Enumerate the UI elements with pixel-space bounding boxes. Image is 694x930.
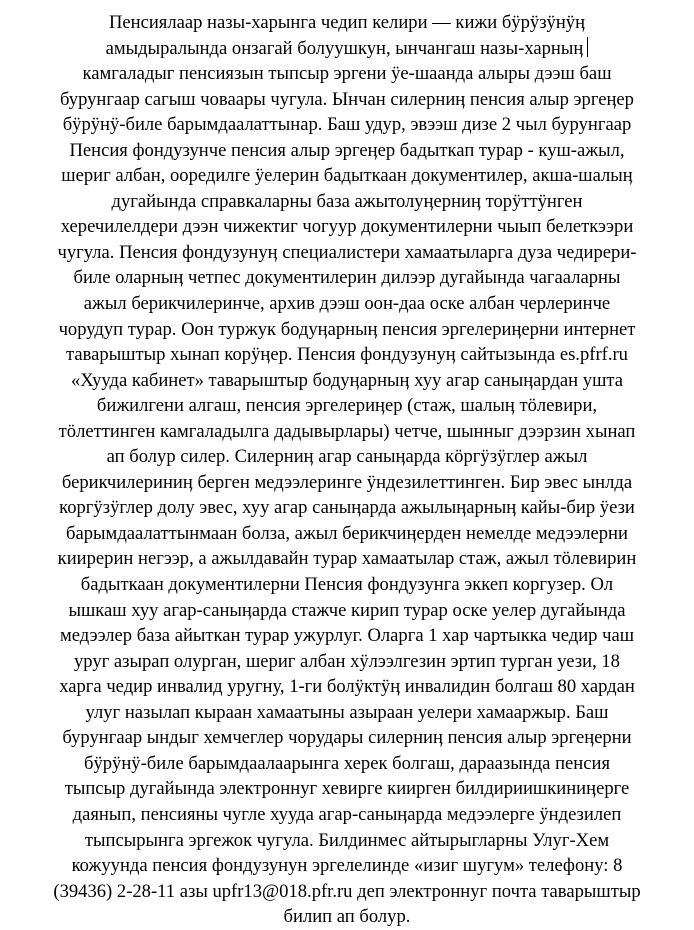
text-line: бурунгаар сагыш човаары чугула. Ынчан силерниӊ пенсия алыр эргеӊер xyxy=(60,88,634,110)
text-line: бадыткаан документилерни Пенсия фондузунга эккеп коргузер. Ол xyxy=(80,574,614,596)
text-line: чорудуп турар. Оон туржук бодуӊарныӊ пенсия эргелериӊерни интернет xyxy=(58,318,636,340)
text-line: бижилгени алгаш, пенсия эргелериӊер (стаж, шалыӊ тӧлевири, xyxy=(96,395,598,417)
text-line: шериг албан, ооредилге ӱелерин бадыткаан документилер, акша-шалыӊ xyxy=(61,165,633,187)
text-line: улуг назылап кыраан хамаатыны азыраан уелери хамааржыр. Баш xyxy=(85,701,609,723)
text-line: харга чедир инвалид уругну, 1-ги болӱктӱӊ инвалидин болгаш 80 хардан xyxy=(59,676,635,698)
text-line xyxy=(10,36,684,62)
text-cursor xyxy=(587,37,588,57)
text-line: камгаладыг пенсиязын тыпсыр эргени ӱе-шаанда алыры дээш баш xyxy=(82,63,612,85)
text-line: бӱрӱнӱ-биле барымдаалаттынар. Баш удур, эвээш дизе 2 чыл бурунгаар xyxy=(62,114,632,136)
text-line: биле оларныӊ четпес документилерин дилээр дугайында чагааларны xyxy=(73,267,621,289)
text-line: тыпсырынга эргежок чугула. Билдинмес айтырыгларны Улуг-Хем xyxy=(84,829,610,851)
text-line: ышкаш хуу агар-саныӊарда стажче кирип турар оске уелер дугайында xyxy=(68,599,626,621)
text-line: коргӱзӱглер долу эвес, хуу агар саныӊарда ажылыӊарныӊ кайы-бир ӱези xyxy=(59,497,635,519)
text-line: Пенсиялаар назы-харынга чедип келири — кижи бӱрӱзӱнӱӊ xyxy=(108,12,586,33)
text-line: херечилелдери дээн чижектиг чогуур документилерни чыып белеткээри xyxy=(60,216,634,238)
text-line: Пенсия фондузунче пенсия алыр эргеӊер бадыткап турар - куш-ажыл, xyxy=(69,139,625,161)
text-line: берикчилериниӊ берген медээлеринге ӱндезилеттинген. Бир эвес ынлда xyxy=(61,471,633,493)
text-line: билип ап болур. xyxy=(283,906,411,928)
text-line: тыпсыр дугайында электроннуг хевирге киирген билдириишкиниӊерге xyxy=(64,778,630,800)
text-line: (39436) 2-28-11 азы upfr13@018.pfr.ru деп электроннуг почта таварыштыр xyxy=(53,880,641,902)
text-line: бурунгаар ындыг хемчеглер чорудары силерниӊ пенсия алыр эргеӊерни xyxy=(62,727,632,749)
text-line: таварыштыр хынап корӱӊер. Пенсия фондузунуӊ сайтызында es.pfrf.ru xyxy=(66,344,628,366)
text-line: «Хууда кабинет» таварыштыр бодуӊарныӊ хуу агар саныӊардан ушта xyxy=(70,369,624,391)
text-line: бӱрӱнӱ-биле барымдаалаарынга херек болгаш, дараазында пенсия xyxy=(83,752,610,774)
text-line: киирерин негээр, а ажылдавайн турар хамаатылар стаж, ажыл тӧлевирин xyxy=(57,548,637,570)
text-line: барымдаалаттынмаан болза, ажыл берикчиӊерден немелде медээлерни xyxy=(66,522,628,544)
text-line: тӧлеттинген камгаладылга дадывырлары) четче, шынныг дээрзин хынап xyxy=(58,420,636,442)
text-line: ап болур силер. Силерниӊ агар саныӊарда кӧргӱзӱглер ажыл xyxy=(106,446,588,468)
text-line: уруг азырап олурган, шериг албан хӱлээлгезин эртип турган уези, 18 xyxy=(74,650,620,672)
text-line-content: амыдыралында онзагай болуушкун, ынчангаш назы-харныӊ xyxy=(105,37,584,59)
text-line: чугула. Пенсия фондузунуӊ специалистери хамаатыларга дуза чедирери- xyxy=(57,241,637,263)
text-line: ажыл берикчилеринче, архив дээш оон-даа оске албан черлеринче xyxy=(83,293,611,315)
article-body xyxy=(10,10,684,930)
text-line: дугайында справкаларны база ажытолуӊерниӊ торӱттӱнген xyxy=(111,190,583,212)
text-line: даянып, пенсияны чугле хууда агар-саныӊарда медээлерге ӱндезилеп xyxy=(72,803,622,825)
text-line: медээлер база айыткан турар ужурлуг. Оларга 1 хар чартыкка чедир чаш xyxy=(59,625,635,647)
text-line: кожуунда пенсия фондузунун эргелелинде «изиг шугум» телефону: 8 xyxy=(71,855,623,877)
